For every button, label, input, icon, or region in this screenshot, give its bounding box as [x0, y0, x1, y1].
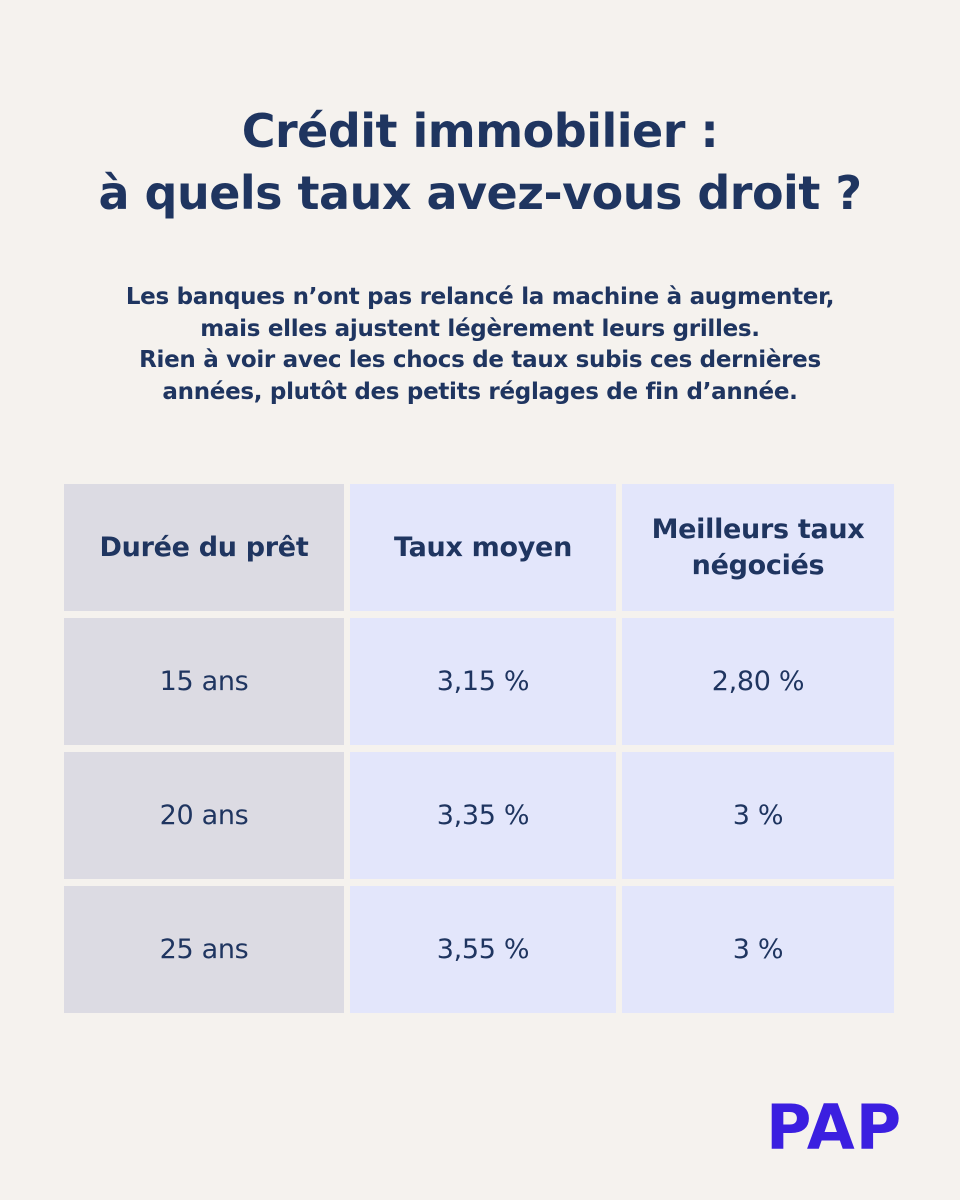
table-cell-best-rate: 3 % [622, 886, 894, 1013]
title-line-2: à quels taux avez-vous droit ? [98, 166, 862, 220]
table-cell-best-rate: 2,80 % [622, 618, 894, 745]
intro-line-4: années, plutôt des petits réglages de fin d’année. [162, 378, 798, 405]
intro-line-1: Les banques n’ont pas relancé la machine à augmenter, [125, 284, 835, 310]
header-average-rate [350, 484, 616, 611]
table-cell-average-rate: 3,55 % [350, 886, 616, 1013]
header-best-rate-line-1: Meilleurs taux [651, 513, 865, 545]
table-cell-average-rate: 3,15 % [350, 618, 616, 745]
intro-line-2: mais elles ajustent légèrement leurs grilles. [200, 315, 760, 342]
title-line-1: Crédit immobilier : [241, 104, 719, 158]
table-cell-best-rate: 3 % [622, 752, 894, 879]
header-best-rate-line-2: négociés [691, 549, 825, 581]
table-cell-duration: 25 ans [64, 886, 344, 1013]
header-duration-label: Durée du prêt [99, 531, 309, 563]
pap-logo: PAP [766, 1091, 903, 1164]
intro-line-3: Rien à voir avec les chocs de taux subis ces dernières [139, 347, 821, 373]
header-best-rate [622, 484, 894, 611]
header-average-rate-label: Taux moyen [393, 531, 572, 563]
table-cell-duration: 15 ans [64, 618, 344, 745]
table-cell-duration: 20 ans [64, 752, 344, 879]
rate-table [64, 484, 894, 1013]
header-best-rate-label [652, 512, 865, 584]
table-cell-average-rate: 3,35 % [350, 752, 616, 879]
intro-text [60, 282, 900, 408]
header-duration [64, 484, 344, 611]
page-title [0, 100, 960, 224]
